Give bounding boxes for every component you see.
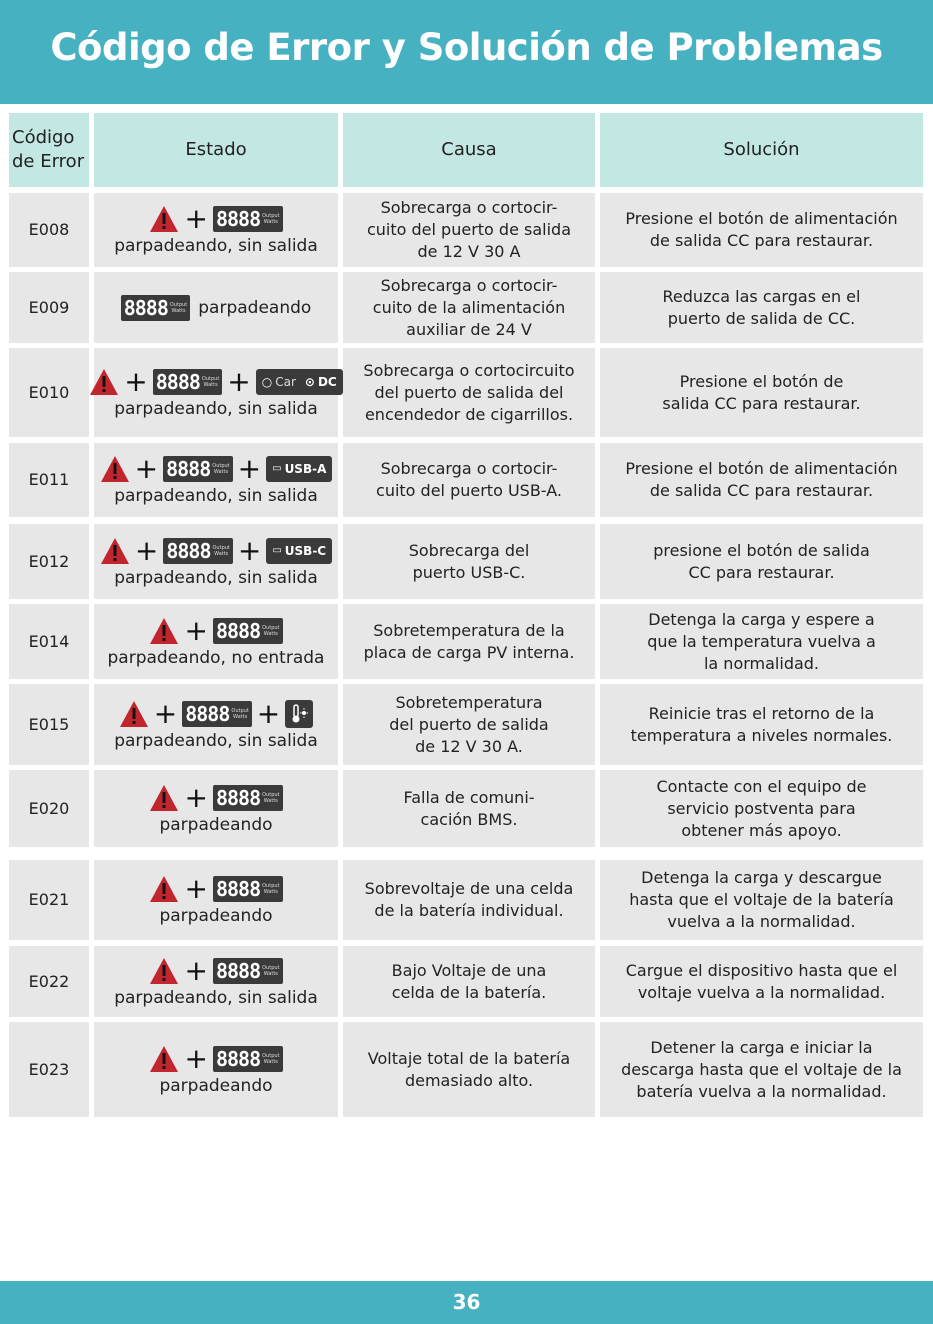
- display-label-watts: Watts: [214, 550, 229, 557]
- cause-cell: [343, 348, 595, 437]
- status-text: parpadeando: [159, 906, 273, 926]
- error-code: E011: [9, 443, 89, 517]
- cause-line: Sobrecarga o cortocir-: [380, 275, 558, 295]
- solution-line: servicio postventa para: [667, 798, 856, 818]
- solution-cell: [600, 860, 923, 940]
- solution-line: batería vuelva a la normalidad.: [636, 1081, 887, 1101]
- solution-cell: [600, 946, 923, 1017]
- warning-icon: [149, 617, 179, 645]
- cause-line: cación BMS.: [420, 809, 518, 829]
- error-code: E023: [9, 1022, 89, 1117]
- status-text: parpadeando, no entrada: [107, 647, 325, 668]
- output-watts-display: [213, 958, 283, 984]
- display-label-output: Output: [212, 544, 230, 551]
- plus-sign: +: [124, 364, 148, 398]
- status-cell: [94, 684, 338, 765]
- warning-icon: [89, 368, 119, 396]
- cause-cell: [343, 193, 595, 267]
- plus-sign: +: [256, 696, 281, 730]
- solution-line: salida CC para restaurar.: [662, 393, 861, 413]
- solution-line: Detenga la carga y descargue: [641, 868, 882, 887]
- solution-line: Detenga la carga y espere a: [648, 609, 875, 629]
- cause-line: puerto USB-C.: [412, 562, 526, 582]
- status-text: parpadeando, sin salida: [114, 398, 318, 419]
- output-watts-display: [121, 295, 191, 321]
- cause-line: Sobrecarga o cortocircuito: [363, 360, 575, 380]
- status-icons: [149, 955, 282, 987]
- cause-cell: [343, 443, 595, 517]
- display-digits: 8888: [123, 295, 168, 320]
- output-watts-display: [153, 369, 223, 395]
- output-watts-display: [182, 701, 252, 727]
- status-cell: [94, 443, 338, 517]
- error-code: E022: [9, 946, 89, 1017]
- display-label-watts: Watts: [203, 381, 218, 388]
- cause-line: Sobretemperatura de la: [373, 620, 565, 640]
- cause-line: encendedor de cigarrillos.: [364, 404, 574, 424]
- dc-label: DC: [317, 374, 337, 389]
- cause-cell: [343, 272, 595, 343]
- cause-line: cuito del puerto USB-A.: [376, 481, 562, 500]
- display-label: [262, 883, 279, 895]
- display-label-watts: Watts: [263, 889, 278, 895]
- display-label-output: Output: [212, 463, 230, 469]
- status-text: parpadeando: [198, 297, 312, 318]
- cause-cell: [343, 770, 595, 847]
- display-label-watts: Watts: [263, 1058, 278, 1065]
- display-label: [213, 545, 230, 557]
- error-code: E012: [9, 524, 89, 599]
- plus-sign: +: [134, 533, 159, 567]
- display-label-output: Output: [262, 213, 280, 219]
- display-label: [170, 302, 187, 314]
- solution-line: presione el botón de salida: [653, 540, 870, 560]
- solution-cell: [600, 348, 923, 437]
- cause-line: Sobrecarga o cortocir-: [380, 198, 558, 217]
- solution-line: que la temperatura vuelva a: [647, 631, 876, 651]
- error-code: E021: [9, 860, 89, 940]
- page-header: [0, 0, 933, 104]
- cause-line: Sobrevoltaje de una celda: [364, 879, 574, 898]
- display-label-watts: Watts: [263, 630, 278, 637]
- status-cell: [94, 193, 338, 267]
- cause-line: demasiado alto.: [404, 1070, 534, 1090]
- solution-cell: [600, 1022, 923, 1117]
- status-text: parpadeando: [159, 1075, 273, 1096]
- solution-line: puerto de salida de CC.: [667, 308, 856, 328]
- car-label: Car: [275, 374, 296, 389]
- plus-sign: +: [227, 364, 251, 398]
- plus-sign: +: [184, 953, 208, 987]
- cause-cell: [343, 946, 595, 1017]
- status-icons: [149, 615, 282, 647]
- display-label: [262, 213, 279, 225]
- solution-line: la normalidad.: [703, 653, 820, 673]
- status-cell: [94, 604, 338, 679]
- display-digits: 8888: [155, 369, 200, 394]
- display-label: [262, 965, 279, 977]
- warning-icon: [100, 455, 130, 483]
- display-digits: 8888: [215, 207, 261, 231]
- solution-cell: [600, 770, 923, 847]
- status-cell: [94, 524, 338, 599]
- display-digits: 8888: [166, 457, 211, 481]
- solution-line: Detener la carga e iniciar la: [650, 1037, 873, 1057]
- warning-icon: [149, 205, 179, 233]
- usb-c-indicator: [266, 538, 332, 564]
- cause-line: Falla de comuni-: [403, 787, 535, 807]
- solution-line: Reinicie tras el retorno de la: [648, 703, 875, 723]
- display-label: [262, 625, 279, 637]
- status-icons: [149, 782, 282, 814]
- plus-sign: +: [184, 872, 208, 905]
- warning-icon: [149, 1045, 179, 1073]
- status-cell: [94, 348, 338, 437]
- display-label-output: Output: [262, 791, 280, 798]
- solution-cell: [600, 524, 923, 599]
- solution-line: descarga hasta que el voltaje de la: [621, 1059, 902, 1079]
- cause-line: del puerto de salida: [389, 714, 549, 734]
- plus-sign: +: [153, 696, 178, 730]
- status-icons: [89, 366, 342, 398]
- display-digits: 8888: [215, 958, 261, 983]
- output-watts-display: [163, 538, 233, 564]
- cause-line: cuito de la alimentación: [372, 297, 566, 317]
- cause-line: Voltaje total de la batería: [367, 1048, 571, 1068]
- header-code-line2: de Error: [12, 151, 85, 172]
- display-label: [212, 463, 229, 475]
- display-label: [262, 1053, 279, 1065]
- cause-line: Sobretemperatura: [395, 692, 543, 712]
- display-label-output: Output: [262, 1052, 280, 1059]
- display-label-watts: Watts: [232, 713, 248, 720]
- status-text: parpadeando, sin salida: [114, 987, 318, 1008]
- display-label-output: Output: [262, 883, 280, 889]
- output-watts-display: [213, 876, 283, 902]
- status-line: [121, 295, 312, 321]
- output-watts-display: [213, 1046, 283, 1072]
- solution-line: obtener más apoyo.: [681, 820, 842, 840]
- status-icons: [100, 535, 332, 567]
- usb-c-indicator-label: USB-C: [284, 543, 327, 558]
- warning-icon: [149, 957, 179, 985]
- plus-sign: +: [237, 533, 262, 567]
- solution-line: hasta que el voltaje de la batería: [629, 890, 894, 909]
- cause-line: placa de carga PV interna.: [363, 642, 575, 662]
- cause-line: de 12 V 30 A: [417, 242, 521, 261]
- status-text: parpadeando: [159, 814, 273, 835]
- solution-cell: [600, 193, 923, 267]
- solution-line: voltaje vuelva a la normalidad.: [637, 982, 886, 1002]
- warning-icon: [149, 875, 179, 903]
- cause-line: de la batería individual.: [374, 901, 564, 920]
- status-icons: [149, 873, 282, 905]
- page-title: Código de Error y Solución de Problemas: [50, 26, 883, 69]
- display-label: [202, 376, 219, 388]
- header-code: [9, 113, 89, 187]
- cause-line: cuito del puerto de salida: [366, 220, 571, 239]
- display-digits: 8888: [166, 538, 211, 563]
- plus-sign: +: [134, 452, 159, 485]
- cause-line: Sobrecarga o cortocir-: [380, 459, 558, 478]
- cause-cell: [343, 684, 595, 765]
- status-cell: [94, 946, 338, 1017]
- cause-cell: [343, 604, 595, 679]
- error-code: E015: [9, 684, 89, 765]
- header-estado: Estado: [94, 113, 338, 187]
- display-digits: 8888: [185, 701, 230, 726]
- solution-line: Presione el botón de: [679, 371, 844, 391]
- output-watts-display: [213, 785, 283, 811]
- status-text: parpadeando, sin salida: [114, 486, 318, 506]
- display-label-watts: Watts: [171, 307, 186, 314]
- display-label-output: Output: [231, 707, 249, 714]
- display-digits: 8888: [215, 877, 261, 901]
- cause-line: celda de la batería.: [391, 982, 547, 1002]
- solution-line: Contacte con el equipo de: [656, 776, 867, 796]
- dc-circle-icon: ⊙: [304, 374, 315, 389]
- cause-line: Bajo Voltaje de una: [391, 960, 547, 980]
- solution-line: Presione el botón de alimentación: [625, 459, 898, 478]
- plus-sign: +: [184, 613, 208, 647]
- solution-line: de salida CC para restaurar.: [649, 231, 874, 250]
- display-digits: 8888: [215, 618, 261, 643]
- plus-sign: +: [184, 202, 208, 235]
- status-text: parpadeando, sin salida: [114, 236, 318, 256]
- header-solucion: Solución: [600, 113, 923, 187]
- usb-a-indicator-label: USB-A: [284, 462, 327, 476]
- usb-port-icon: ▭: [272, 544, 282, 556]
- cause-line: auxiliar de 24 V: [406, 319, 532, 339]
- solution-cell: [600, 272, 923, 343]
- cause-cell: [343, 524, 595, 599]
- status-cell: [94, 272, 338, 343]
- warning-icon: [119, 700, 149, 728]
- solution-cell: [600, 684, 923, 765]
- warning-icon: [149, 784, 179, 812]
- solution-line: vuelva a la normalidad.: [667, 912, 856, 931]
- error-code: E014: [9, 604, 89, 679]
- cause-line: Sobrecarga del: [408, 540, 530, 560]
- display-label-watts: Watts: [263, 797, 278, 804]
- display-label-output: Output: [169, 301, 188, 308]
- car-circle-icon: ○: [261, 374, 273, 389]
- header-code-line1: Código: [12, 127, 75, 148]
- error-code: E008: [9, 193, 89, 267]
- status-text: parpadeando, sin salida: [114, 730, 318, 751]
- car-dc-indicator: [256, 369, 343, 395]
- usb-a-indicator: [266, 456, 332, 482]
- cause-line: del puerto de salida del: [374, 382, 564, 402]
- output-watts-display: [163, 456, 233, 482]
- status-icons: [119, 698, 313, 730]
- display-label: [262, 792, 279, 804]
- status-text: parpadeando, sin salida: [114, 567, 318, 588]
- display-label-watts: Watts: [263, 219, 278, 225]
- status-cell: [94, 860, 338, 940]
- cause-line: de 12 V 30 A.: [415, 736, 523, 756]
- output-watts-display: [213, 206, 283, 232]
- display-label-output: Output: [201, 375, 220, 382]
- solution-line: temperatura a niveles normales.: [630, 725, 893, 745]
- display-label: [231, 708, 248, 720]
- usb-port-icon: ▭: [272, 463, 282, 474]
- status-cell: [94, 770, 338, 847]
- solution-line: CC para restaurar.: [688, 562, 835, 582]
- display-label-output: Output: [262, 624, 280, 631]
- thermometer-icon: [285, 700, 313, 728]
- display-digits: 8888: [215, 1046, 261, 1071]
- cause-cell: [343, 860, 595, 940]
- warning-icon: [100, 537, 130, 565]
- display-label-output: Output: [262, 964, 280, 971]
- status-icons: [149, 203, 282, 235]
- status-cell: [94, 1022, 338, 1117]
- output-watts-display: [213, 618, 283, 644]
- solution-line: de salida CC para restaurar.: [649, 481, 874, 500]
- error-code: E010: [9, 348, 89, 437]
- plus-sign: +: [184, 780, 208, 814]
- status-icons: [100, 453, 333, 485]
- status-icons: [149, 1043, 282, 1075]
- page-number: 36: [0, 1281, 933, 1324]
- display-digits: 8888: [215, 785, 261, 810]
- cause-cell: [343, 1022, 595, 1117]
- solution-line: Cargue el dispositivo hasta que el: [625, 960, 898, 980]
- plus-sign: +: [237, 452, 262, 485]
- solution-line: Presione el botón de alimentación: [625, 209, 898, 228]
- plus-sign: +: [184, 1041, 208, 1075]
- solution-line: Reduzca las cargas en el: [662, 286, 861, 306]
- solution-cell: [600, 443, 923, 517]
- error-code: E009: [9, 272, 89, 343]
- header-causa: Causa: [343, 113, 595, 187]
- solution-cell: [600, 604, 923, 679]
- display-label-watts: Watts: [213, 469, 229, 475]
- display-label-watts: Watts: [263, 970, 278, 977]
- error-code: E020: [9, 770, 89, 847]
